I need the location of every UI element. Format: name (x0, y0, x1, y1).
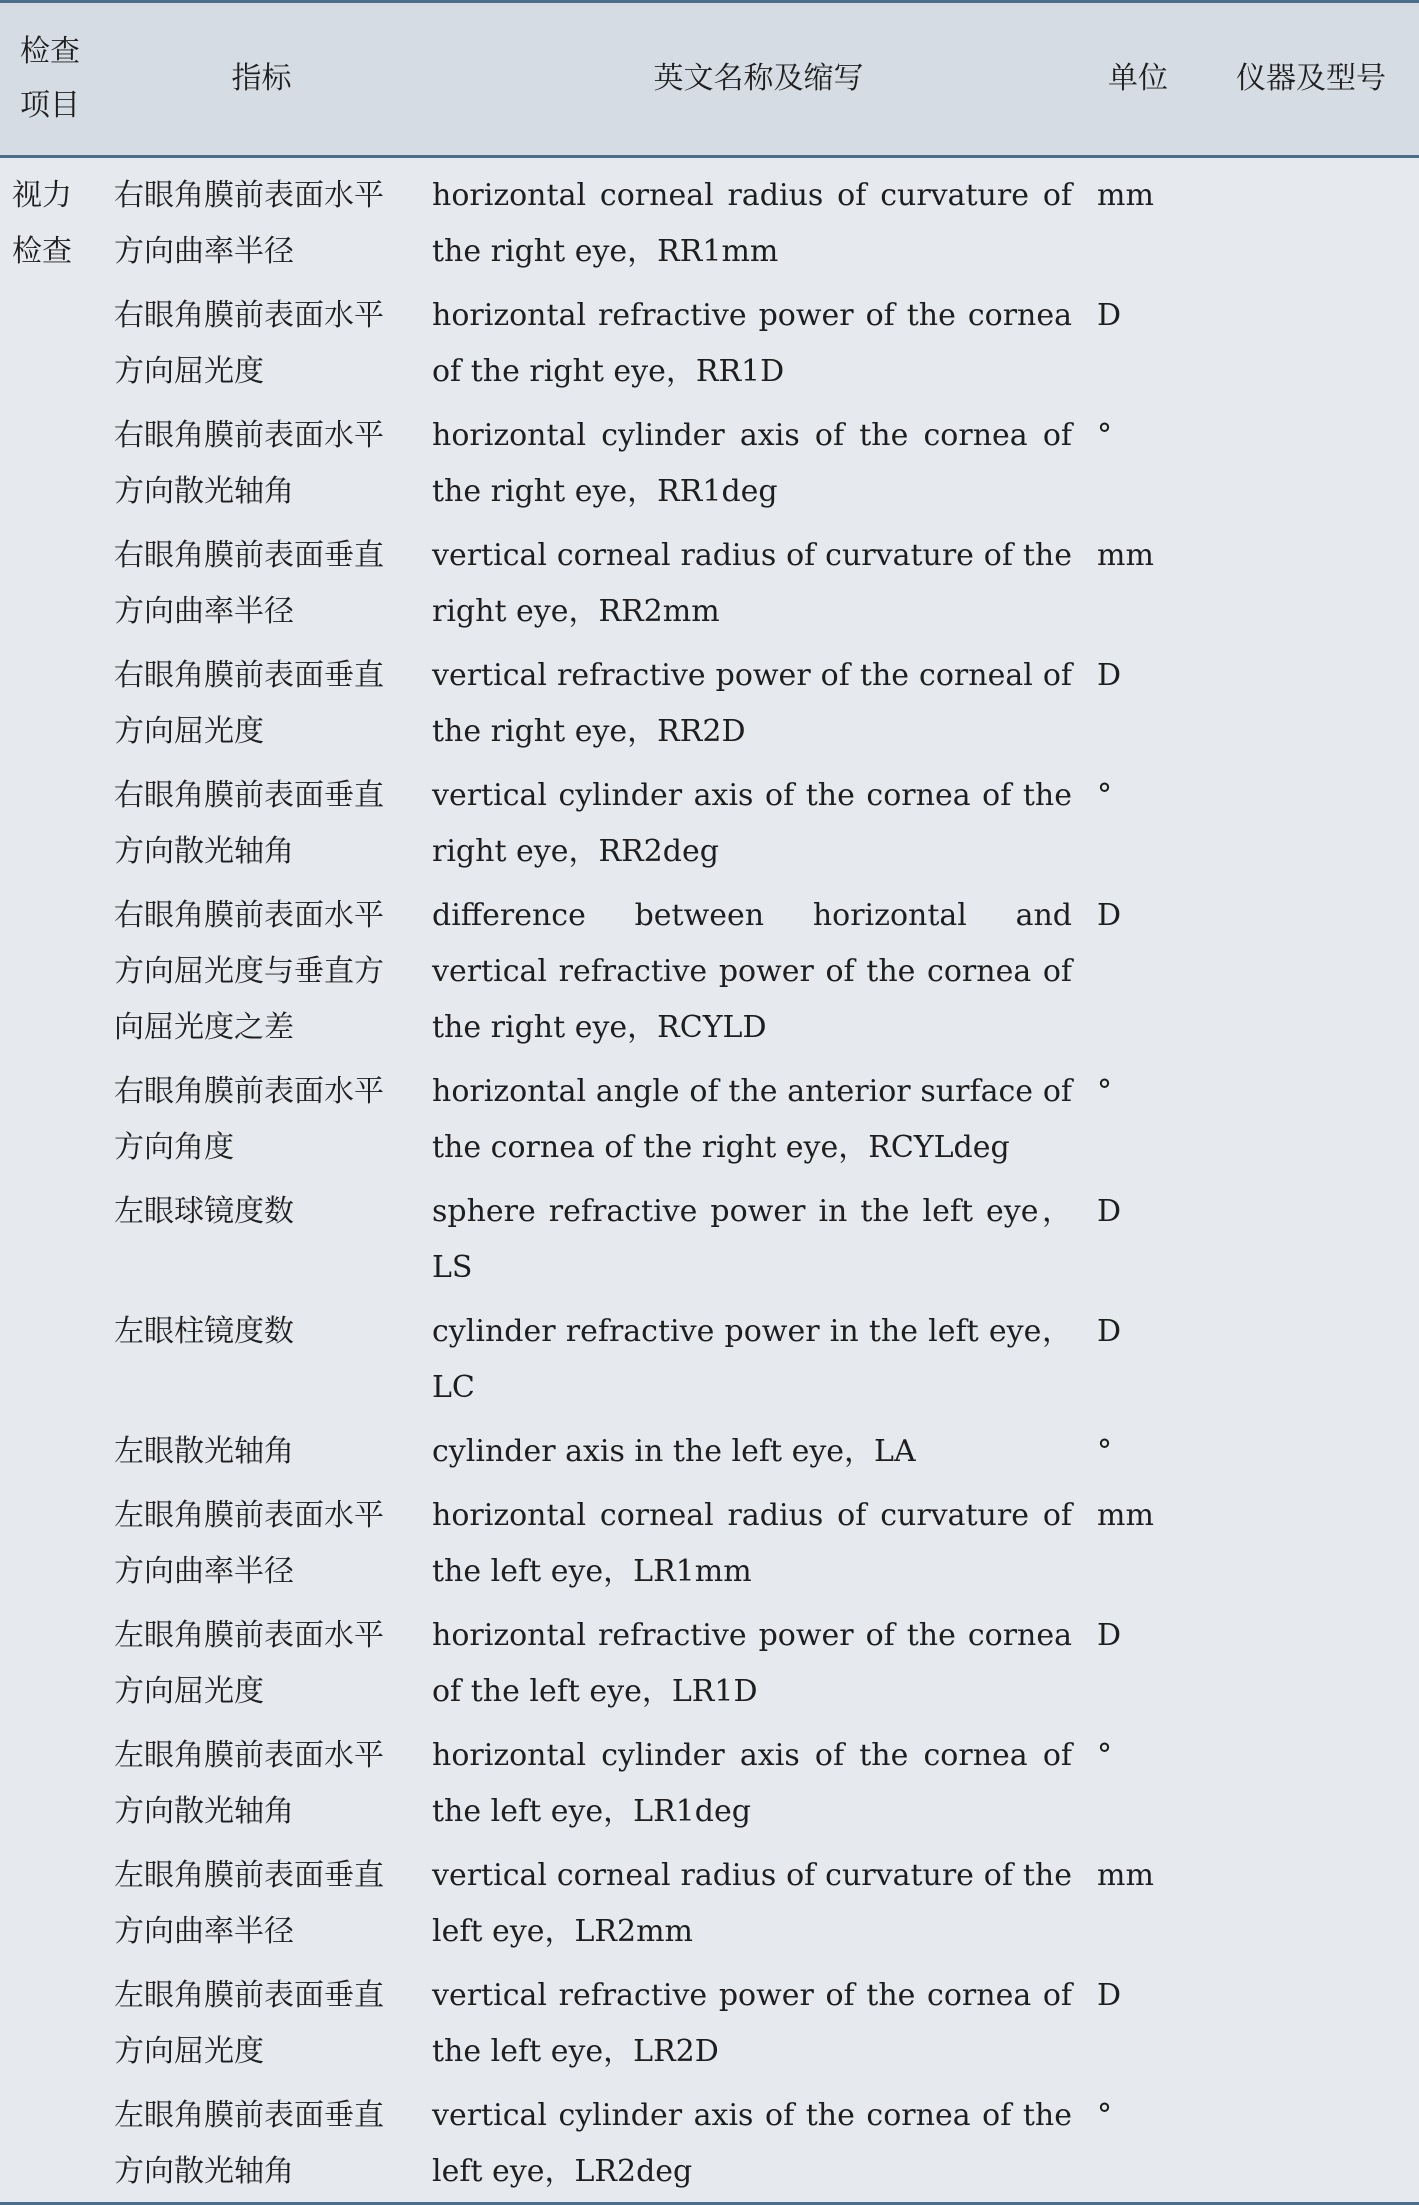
category-cell (0, 1304, 100, 1424)
category-cell (0, 408, 100, 528)
instrument-cell (1226, 768, 1419, 888)
header-english: 英文名称及缩写 (423, 2, 1094, 157)
english-name-cell: horizontal refractive power of the cornea of the left eye，LR1D (432, 1618, 1072, 1709)
header-instrument: 仪器及型号 (1226, 2, 1419, 157)
indicator-cell: 右眼角膜前表面垂直方向曲率半径 (114, 538, 384, 629)
category-cell (0, 648, 100, 768)
unit-cell: ° (1097, 1434, 1112, 1469)
unit-cell: mm (1097, 1498, 1154, 1533)
unit-cell: D (1097, 1194, 1122, 1229)
category-cell (0, 1488, 100, 1608)
table-row (0, 1968, 1419, 2088)
english-name-cell: vertical cylinder axis of the cornea of the left eye，LR2deg (432, 2098, 1072, 2189)
instrument-cell (1226, 2088, 1419, 2204)
category-label: 视力检查 (12, 178, 72, 269)
category-cell (0, 768, 100, 888)
english-name-cell: difference between horizontal and vertical refractive power of the cornea of the right eye，RCYLD (432, 898, 1072, 1045)
unit-cell: ° (1097, 1074, 1112, 1109)
instrument-cell (1226, 1064, 1419, 1184)
unit-cell: mm (1097, 1858, 1154, 1893)
instrument-cell (1226, 1424, 1419, 1488)
table-row (0, 1608, 1419, 1728)
indicator-cell: 右眼角膜前表面水平方向角度 (114, 1074, 384, 1165)
english-name-cell: cylinder axis in the left eye，LA (432, 1434, 916, 1469)
table-row (0, 528, 1419, 648)
table-row (0, 768, 1419, 888)
english-name-cell: vertical cylinder axis of the cornea of the right eye，RR2deg (432, 778, 1072, 869)
category-cell (0, 1968, 100, 2088)
category-cell (0, 1064, 100, 1184)
unit-cell: D (1097, 898, 1122, 933)
unit-cell: mm (1097, 538, 1154, 573)
indicator-cell: 右眼角膜前表面水平方向散光轴角 (114, 418, 384, 509)
category-cell (0, 1184, 100, 1304)
english-name-cell: sphere refractive power in the left eye，LS (432, 1194, 1072, 1285)
indicator-cell: 右眼角膜前表面垂直方向散光轴角 (114, 778, 384, 869)
english-name-cell: horizontal angle of the anterior surface of the cornea of the right eye，RCYLdeg (432, 1074, 1072, 1165)
instrument-cell (1226, 1184, 1419, 1304)
header-row (0, 2, 1419, 157)
indicator-cell: 右眼角膜前表面水平方向屈光度 (114, 298, 384, 389)
table-row (0, 648, 1419, 768)
indicator-cell: 左眼角膜前表面垂直方向屈光度 (114, 1978, 384, 2069)
unit-cell: mm (1097, 178, 1154, 213)
table-row (0, 408, 1419, 528)
instrument-cell (1226, 1488, 1419, 1608)
instrument-cell (1226, 1608, 1419, 1728)
table-row (0, 1424, 1419, 1488)
unit-cell: D (1097, 298, 1122, 333)
indicator-cell: 左眼散光轴角 (114, 1434, 294, 1469)
unit-cell: D (1097, 1618, 1122, 1653)
instrument-cell (1226, 1848, 1419, 1968)
category-cell (0, 1848, 100, 1968)
header-indicator: 指标 (100, 2, 423, 157)
table-row (0, 1728, 1419, 1848)
indicator-cell: 左眼角膜前表面垂直方向曲率半径 (114, 1858, 384, 1949)
unit-cell: ° (1097, 2098, 1112, 2133)
instrument-cell (1226, 528, 1419, 648)
instrument-cell (1226, 1304, 1419, 1424)
table-row (0, 1064, 1419, 1184)
category-cell (0, 528, 100, 648)
instrument-cell (1226, 288, 1419, 408)
table-row (0, 1848, 1419, 1968)
indicator-cell: 左眼球镜度数 (114, 1194, 294, 1229)
table-body (0, 157, 1419, 2204)
english-name-cell: horizontal cylinder axis of the cornea of the right eye，RR1deg (432, 418, 1072, 509)
table-row (0, 1488, 1419, 1608)
table-row (0, 288, 1419, 408)
header-item (0, 2, 100, 157)
instrument-cell (1226, 408, 1419, 528)
instrument-cell (1226, 1728, 1419, 1848)
english-name-cell: vertical corneal radius of curvature of the left eye，LR2mm (432, 1858, 1072, 1949)
header-item-label: 检查项目 (20, 34, 80, 123)
table-row (0, 2088, 1419, 2204)
indicator-cell: 左眼角膜前表面水平方向散光轴角 (114, 1738, 384, 1829)
english-name-cell: vertical refractive power of the corneal of the right eye，RR2D (432, 658, 1072, 749)
indicator-cell: 右眼角膜前表面水平方向屈光度与垂直方向屈光度之差 (114, 898, 384, 1045)
instrument-cell (1226, 648, 1419, 768)
table-row (0, 1304, 1419, 1424)
header-unit: 单位 (1094, 2, 1226, 157)
indicator-cell: 左眼角膜前表面水平方向屈光度 (114, 1618, 384, 1709)
english-name-cell: horizontal cylinder axis of the cornea of the left eye，LR1deg (432, 1738, 1072, 1829)
unit-cell: ° (1097, 778, 1112, 813)
table-row (0, 157, 1419, 289)
indicator-cell: 右眼角膜前表面垂直方向屈光度 (114, 658, 384, 749)
english-name-cell: horizontal refractive power of the cornea of the right eye，RR1D (432, 298, 1072, 389)
english-name-cell: horizontal corneal radius of curvature of the left eye，LR1mm (432, 1498, 1072, 1589)
unit-cell: D (1097, 1314, 1122, 1349)
category-cell (0, 1728, 100, 1848)
category-cell (0, 1608, 100, 1728)
indicator-cell: 左眼角膜前表面垂直方向散光轴角 (114, 2098, 384, 2189)
category-cell (0, 157, 100, 289)
unit-cell: ° (1097, 418, 1112, 453)
category-cell (0, 2088, 100, 2204)
instrument-cell (1226, 157, 1419, 289)
unit-cell: D (1097, 1978, 1122, 2013)
category-cell (0, 888, 100, 1064)
category-cell (0, 1424, 100, 1488)
english-name-cell: cylinder refractive power in the left eye，LC (432, 1314, 1072, 1405)
table-header (0, 2, 1419, 157)
unit-cell: ° (1097, 1738, 1112, 1773)
category-cell (0, 288, 100, 408)
unit-cell: D (1097, 658, 1122, 693)
english-name-cell: vertical refractive power of the cornea of the left eye，LR2D (432, 1978, 1072, 2069)
instrument-cell (1226, 888, 1419, 1064)
indicator-cell: 左眼角膜前表面水平方向曲率半径 (114, 1498, 384, 1589)
english-name-cell: horizontal corneal radius of curvature of the right eye，RR1mm (432, 178, 1072, 269)
english-name-cell: vertical corneal radius of curvature of the right eye，RR2mm (432, 538, 1072, 629)
indicator-cell: 右眼角膜前表面水平方向曲率半径 (114, 178, 384, 269)
indicator-cell: 左眼柱镜度数 (114, 1314, 294, 1349)
table-row (0, 888, 1419, 1064)
table-row (0, 1184, 1419, 1304)
instrument-cell (1226, 1968, 1419, 2088)
